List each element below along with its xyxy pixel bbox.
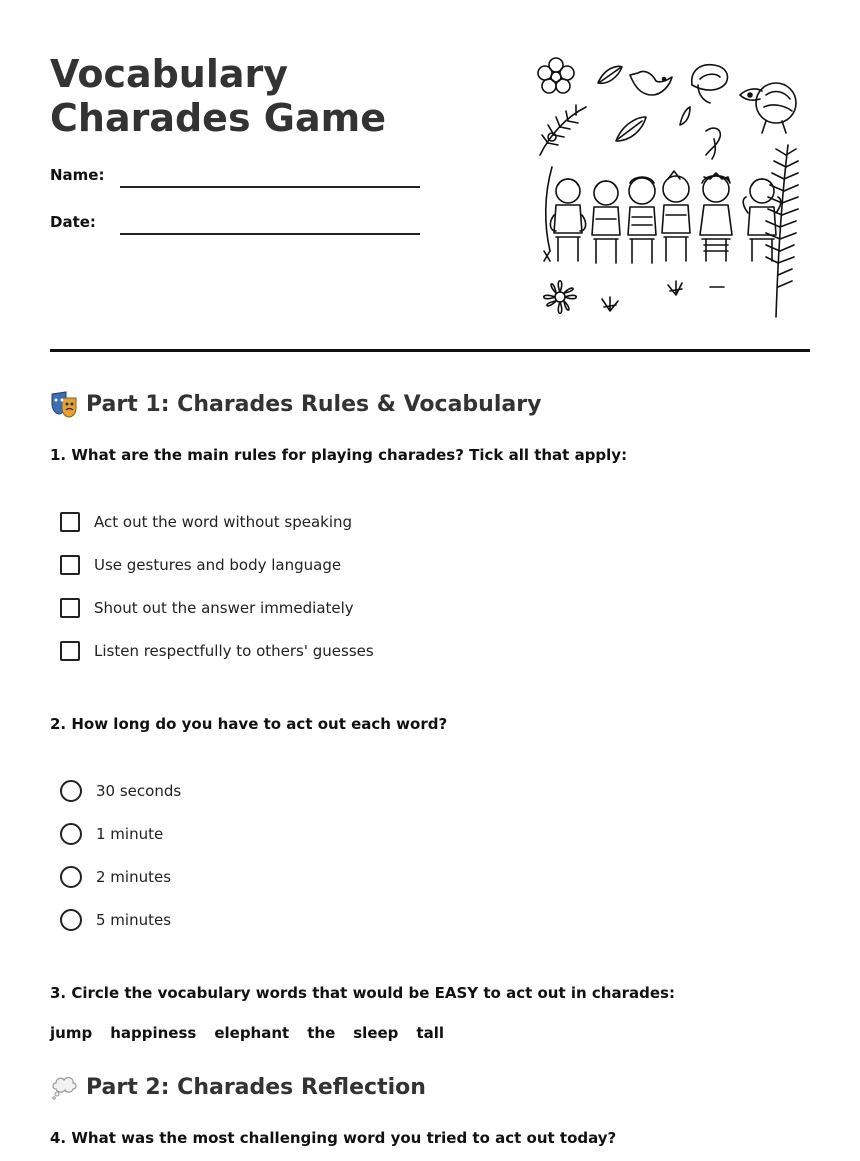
checkbox[interactable]	[60, 555, 80, 575]
checkbox[interactable]	[60, 598, 80, 618]
theater-masks-icon	[50, 390, 78, 418]
page-title: Vocabulary Charades Game	[50, 52, 386, 140]
q1-option[interactable]	[60, 552, 341, 578]
question-1: 1. What are the main rules for playing charades? Tick all that apply:	[50, 446, 628, 464]
radio-button[interactable]	[60, 823, 82, 845]
option-label: 30 seconds	[96, 782, 182, 800]
checkbox[interactable]	[60, 641, 80, 661]
vocab-word[interactable]: tall	[416, 1024, 444, 1042]
q2-option[interactable]	[60, 778, 181, 804]
option-label: Use gestures and body language	[94, 556, 342, 574]
option-label: 5 minutes	[96, 911, 172, 929]
petal-icon	[680, 107, 690, 125]
header-divider	[50, 349, 810, 352]
q1-option[interactable]	[60, 638, 374, 664]
stick-icon	[546, 167, 552, 251]
child-figure	[628, 177, 656, 263]
radio-button[interactable]	[60, 866, 82, 888]
sprig-icon	[544, 251, 550, 261]
name-field[interactable]	[120, 186, 420, 188]
thought-bubble-icon	[50, 1073, 78, 1101]
sprig-icon	[602, 297, 618, 311]
fern-icon	[540, 105, 586, 155]
option-label: 1 minute	[96, 825, 164, 843]
leaf-icon	[616, 117, 646, 141]
part1-title-row	[50, 390, 541, 418]
vocab-word[interactable]: happiness	[110, 1024, 197, 1042]
child-figure	[700, 173, 732, 261]
part2-title: Part 2: Charades Reflection	[86, 1074, 426, 1100]
child-figure	[592, 181, 620, 263]
q1-option[interactable]	[60, 509, 352, 535]
fern-icon	[766, 145, 798, 317]
child-figure	[550, 179, 585, 261]
question-3: 3. Circle the vocabulary words that would be EASY to act out in charades:	[50, 984, 675, 1002]
q1-option[interactable]	[60, 595, 354, 621]
q2-option[interactable]	[60, 821, 163, 847]
date-label: Date:	[50, 213, 96, 231]
part2-title-row	[50, 1073, 426, 1101]
name-field-row	[50, 166, 430, 196]
flower-icon	[544, 281, 577, 314]
radio-button[interactable]	[60, 909, 82, 931]
date-field[interactable]	[120, 233, 420, 235]
checkbox[interactable]	[60, 512, 80, 532]
vocab-word[interactable]: elephant	[214, 1024, 290, 1042]
sprig-icon	[668, 281, 682, 295]
question-2: 2. How long do you have to act out each word?	[50, 715, 448, 733]
vocab-word[interactable]: sleep	[353, 1024, 399, 1042]
question-4: 4. What was the most challenging word you tried to act out today?	[50, 1129, 617, 1147]
name-label: Name:	[50, 166, 105, 184]
option-label: Shout out the answer immediately	[94, 599, 354, 617]
part1-title: Part 1: Charades Rules & Vocabulary	[86, 391, 542, 417]
radio-button[interactable]	[60, 780, 82, 802]
q2-option[interactable]	[60, 907, 171, 933]
q2-option[interactable]	[60, 864, 171, 890]
children-illustration	[530, 55, 810, 327]
date-field-row	[50, 213, 430, 243]
vocab-word[interactable]: jump	[50, 1024, 93, 1042]
flower-icon	[538, 58, 574, 93]
option-label: Act out the word without speaking	[94, 513, 353, 531]
kiwi-bird-icon	[740, 83, 796, 133]
vocab-word[interactable]: the	[307, 1024, 336, 1042]
hornbill-head-icon	[706, 128, 720, 159]
bird-icon	[630, 71, 672, 95]
leaf-icon	[598, 66, 622, 83]
option-label: 2 minutes	[96, 868, 172, 886]
option-label: Listen respectfully to others' guesses	[94, 642, 374, 660]
child-figure	[662, 171, 690, 261]
hornbill-icon	[692, 65, 728, 103]
word-bank	[50, 1024, 444, 1042]
